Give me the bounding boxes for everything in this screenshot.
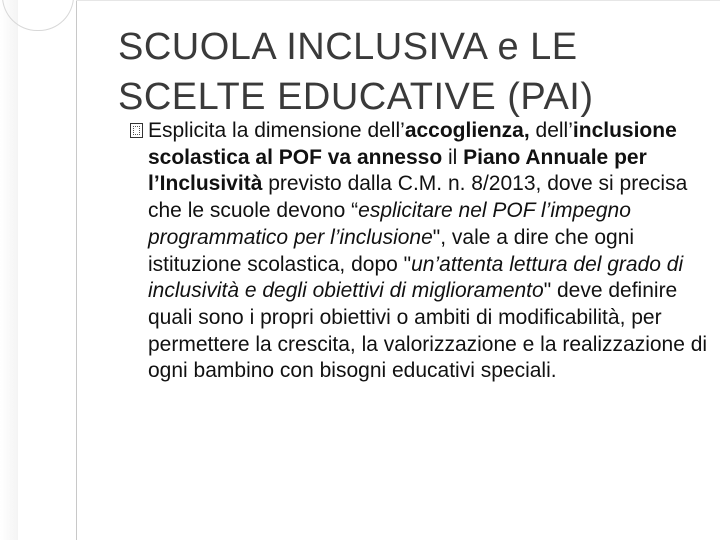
slide-frame-top-border bbox=[76, 0, 720, 1]
text-bold-segment: Piano Annuale per l’Inclusività bbox=[148, 145, 647, 196]
slide-title-line1: SCUOLA INCLUSIVA e LE bbox=[118, 26, 578, 68]
text-segment: " deve definire quali sono i propri obiettivi o ambiti di modificabilità, per permettere la crescita, la valorizzazione e la realizzazione di ogni bambino con bisogni educativi speciali. bbox=[148, 279, 708, 383]
text-bold-segment: inclusione scolastica al POF va annesso bbox=[148, 119, 677, 169]
missing-glyph-box-icon bbox=[130, 123, 143, 138]
bullet-text bbox=[148, 119, 707, 382]
slide-frame-shade bbox=[0, 0, 18, 540]
text-segment: Esplicita la dimensione dell’ bbox=[148, 119, 405, 142]
slide-body bbox=[130, 118, 715, 385]
text-italic-segment: un’attenta lettura del grado di inclusività e degli obiettivi di miglioramento bbox=[148, 252, 684, 303]
text-segment: previsto dalla C.M. n. 8/2013, dove si precisa che le scuole devono “ bbox=[148, 172, 688, 223]
text-segment: il bbox=[442, 145, 464, 169]
text-segment: ", vale a dire che ogni istituzione scolastica, dopo " bbox=[148, 225, 635, 276]
slide-frame-left-border bbox=[18, 0, 77, 540]
text-bold-segment: accoglienza, bbox=[404, 119, 530, 142]
text-segment: dell’ bbox=[529, 119, 573, 142]
bullet-item bbox=[130, 118, 715, 385]
slide-title-line2: SCELTE EDUCATIVE (PAI) bbox=[118, 76, 594, 118]
text-italic-segment: esplicitare nel POF l’impegno programmatico per l’inclusione bbox=[148, 199, 631, 249]
slide-title bbox=[118, 22, 698, 122]
